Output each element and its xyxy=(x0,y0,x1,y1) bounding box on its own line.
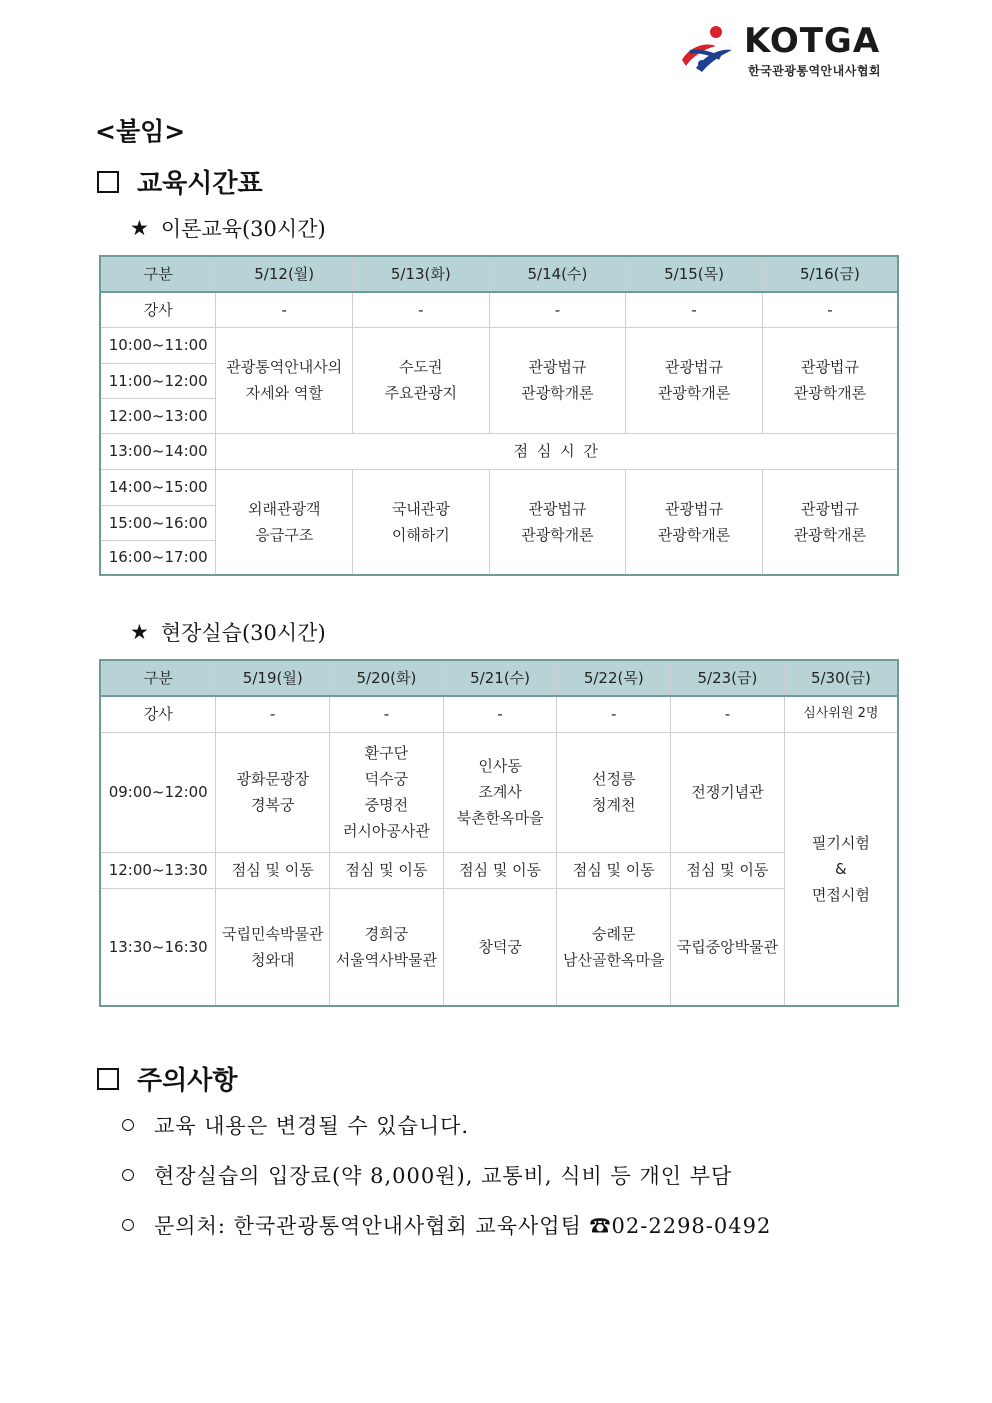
schedule-section-heading xyxy=(97,163,263,200)
checkbox-square-icon xyxy=(97,1068,119,1090)
notice-item: 현장실습의 입장료(약 8,000원), 교통비, 식비 등 개인 부담 xyxy=(122,1160,732,1190)
field-timetable xyxy=(99,659,899,1007)
course-cell: 선정릉 청계천 xyxy=(557,732,671,852)
course-cell: 경희궁 서울역사박물관 xyxy=(330,888,444,1006)
notice-title: 주의사항 xyxy=(137,1066,238,1096)
instructor-cell: - xyxy=(330,696,444,732)
instructor-cell: - xyxy=(443,696,557,732)
instructor-cell: - xyxy=(216,696,330,732)
header-cell: 5/15(목) xyxy=(626,256,763,292)
header-cell: 5/14(수) xyxy=(489,256,626,292)
notice-item: 문의처: 한국관광통역안내사협회 교육사업팀 ☎02-2298-0492 xyxy=(122,1210,771,1240)
course-cell: 관광법규 관광학개론 xyxy=(489,327,626,433)
time-cell: 13:30~16:30 xyxy=(100,888,216,1006)
course-cell: 관광법규 관광학개론 xyxy=(762,469,898,575)
logo-wordmark: KOTGA xyxy=(744,21,881,61)
time-cell: 12:00~13:00 xyxy=(100,398,216,433)
table-row xyxy=(100,732,898,852)
course-cell: 전쟁기념관 xyxy=(671,732,785,852)
theory-timetable xyxy=(99,255,899,576)
table-row xyxy=(100,696,898,732)
course-cell: 관광법규 관광학개론 xyxy=(489,469,626,575)
course-cell: 인사동 조계사 북촌한옥마을 xyxy=(443,732,557,852)
theory-title: 이론교육(30시간) xyxy=(160,217,326,241)
lunch-move-cell: 점심 및 이동 xyxy=(671,852,785,888)
course-cell: 숭례문 남산골한옥마을 xyxy=(557,888,671,1006)
course-cell: 관광통역안내사의 자세와 역할 xyxy=(216,327,353,433)
time-cell: 16:00~17:00 xyxy=(100,540,216,575)
time-cell: 11:00~12:00 xyxy=(100,363,216,398)
circle-bullet-icon xyxy=(122,1169,134,1181)
row-label: 강사 xyxy=(100,696,216,732)
circle-bullet-icon xyxy=(122,1119,134,1131)
course-cell: 국내관광 이해하기 xyxy=(353,469,490,575)
header-cell: 5/30(금) xyxy=(784,660,898,696)
table-row xyxy=(100,292,898,327)
instructor-cell: - xyxy=(762,292,898,327)
theory-subheading xyxy=(130,213,326,243)
table-header-row xyxy=(100,256,898,292)
header-cell: 5/13(화) xyxy=(353,256,490,292)
header-cell: 구분 xyxy=(100,660,216,696)
header-cell: 5/16(금) xyxy=(762,256,898,292)
lunch-cell: 점 심 시 간 xyxy=(216,433,898,469)
header-cell: 5/23(금) xyxy=(671,660,785,696)
star-icon: ★ xyxy=(130,216,149,240)
time-cell: 15:00~16:00 xyxy=(100,505,216,540)
time-cell: 13:00~14:00 xyxy=(100,433,216,469)
lunch-move-cell: 점심 및 이동 xyxy=(557,852,671,888)
table-row xyxy=(100,433,898,469)
time-cell: 09:00~12:00 xyxy=(100,732,216,852)
table-row xyxy=(100,852,898,888)
header-cell: 5/19(월) xyxy=(216,660,330,696)
table-row xyxy=(100,327,898,363)
lunch-move-cell: 점심 및 이동 xyxy=(216,852,330,888)
course-cell: 관광법규 관광학개론 xyxy=(626,469,763,575)
course-cell: 관광법규 관광학개론 xyxy=(762,327,898,433)
header-cell: 5/22(목) xyxy=(557,660,671,696)
instructor-cell: - xyxy=(353,292,490,327)
header-cell: 5/20(화) xyxy=(330,660,444,696)
time-cell: 14:00~15:00 xyxy=(100,469,216,505)
course-cell: 국립민속박물관 청와대 xyxy=(216,888,330,1006)
circle-bullet-icon xyxy=(122,1219,134,1231)
row-label: 강사 xyxy=(100,292,216,327)
table-header-row xyxy=(100,660,898,696)
checkbox-square-icon xyxy=(97,171,119,193)
instructor-cell: - xyxy=(557,696,671,732)
attachment-title: <붙임> xyxy=(95,117,186,146)
lunch-move-cell: 점심 및 이동 xyxy=(330,852,444,888)
instructor-cell: - xyxy=(626,292,763,327)
header-cell: 5/21(수) xyxy=(443,660,557,696)
lunch-move-cell: 점심 및 이동 xyxy=(443,852,557,888)
exam-cell: 필기시험 & 면접시험 xyxy=(784,732,898,1006)
logo-org-name: 한국관광통역안내사협회 xyxy=(748,64,882,78)
notice-item: 교육 내용은 변경될 수 있습니다. xyxy=(122,1110,469,1140)
instructor-cell: - xyxy=(671,696,785,732)
course-cell: 수도권 주요관광지 xyxy=(353,327,490,433)
course-cell: 창덕궁 xyxy=(443,888,557,1006)
course-cell: 광화문광장 경복궁 xyxy=(216,732,330,852)
course-cell: 외래관광객 응급구조 xyxy=(216,469,353,575)
instructor-cell: - xyxy=(216,292,353,327)
time-cell: 12:00~13:30 xyxy=(100,852,216,888)
header-cell: 구분 xyxy=(100,256,216,292)
schedule-title: 교육시간표 xyxy=(137,169,263,199)
course-cell: 환구단 덕수궁 중명전 러시아공사관 xyxy=(330,732,444,852)
course-cell: 국립중앙박물관 xyxy=(671,888,785,1006)
notice-section-heading xyxy=(97,1060,237,1097)
course-cell: 관광법규 관광학개론 xyxy=(626,327,763,433)
field-subheading xyxy=(130,617,326,647)
instructor-cell: 심사위원 2명 xyxy=(784,696,898,732)
kotga-emblem-icon xyxy=(676,24,738,74)
star-icon: ★ xyxy=(130,620,149,644)
instructor-cell: - xyxy=(489,292,626,327)
field-title: 현장실습(30시간) xyxy=(160,621,326,645)
time-cell: 10:00~11:00 xyxy=(100,327,216,363)
header-cell: 5/12(월) xyxy=(216,256,353,292)
table-row xyxy=(100,888,898,1006)
kotga-logo xyxy=(676,18,906,82)
table-row xyxy=(100,469,898,505)
